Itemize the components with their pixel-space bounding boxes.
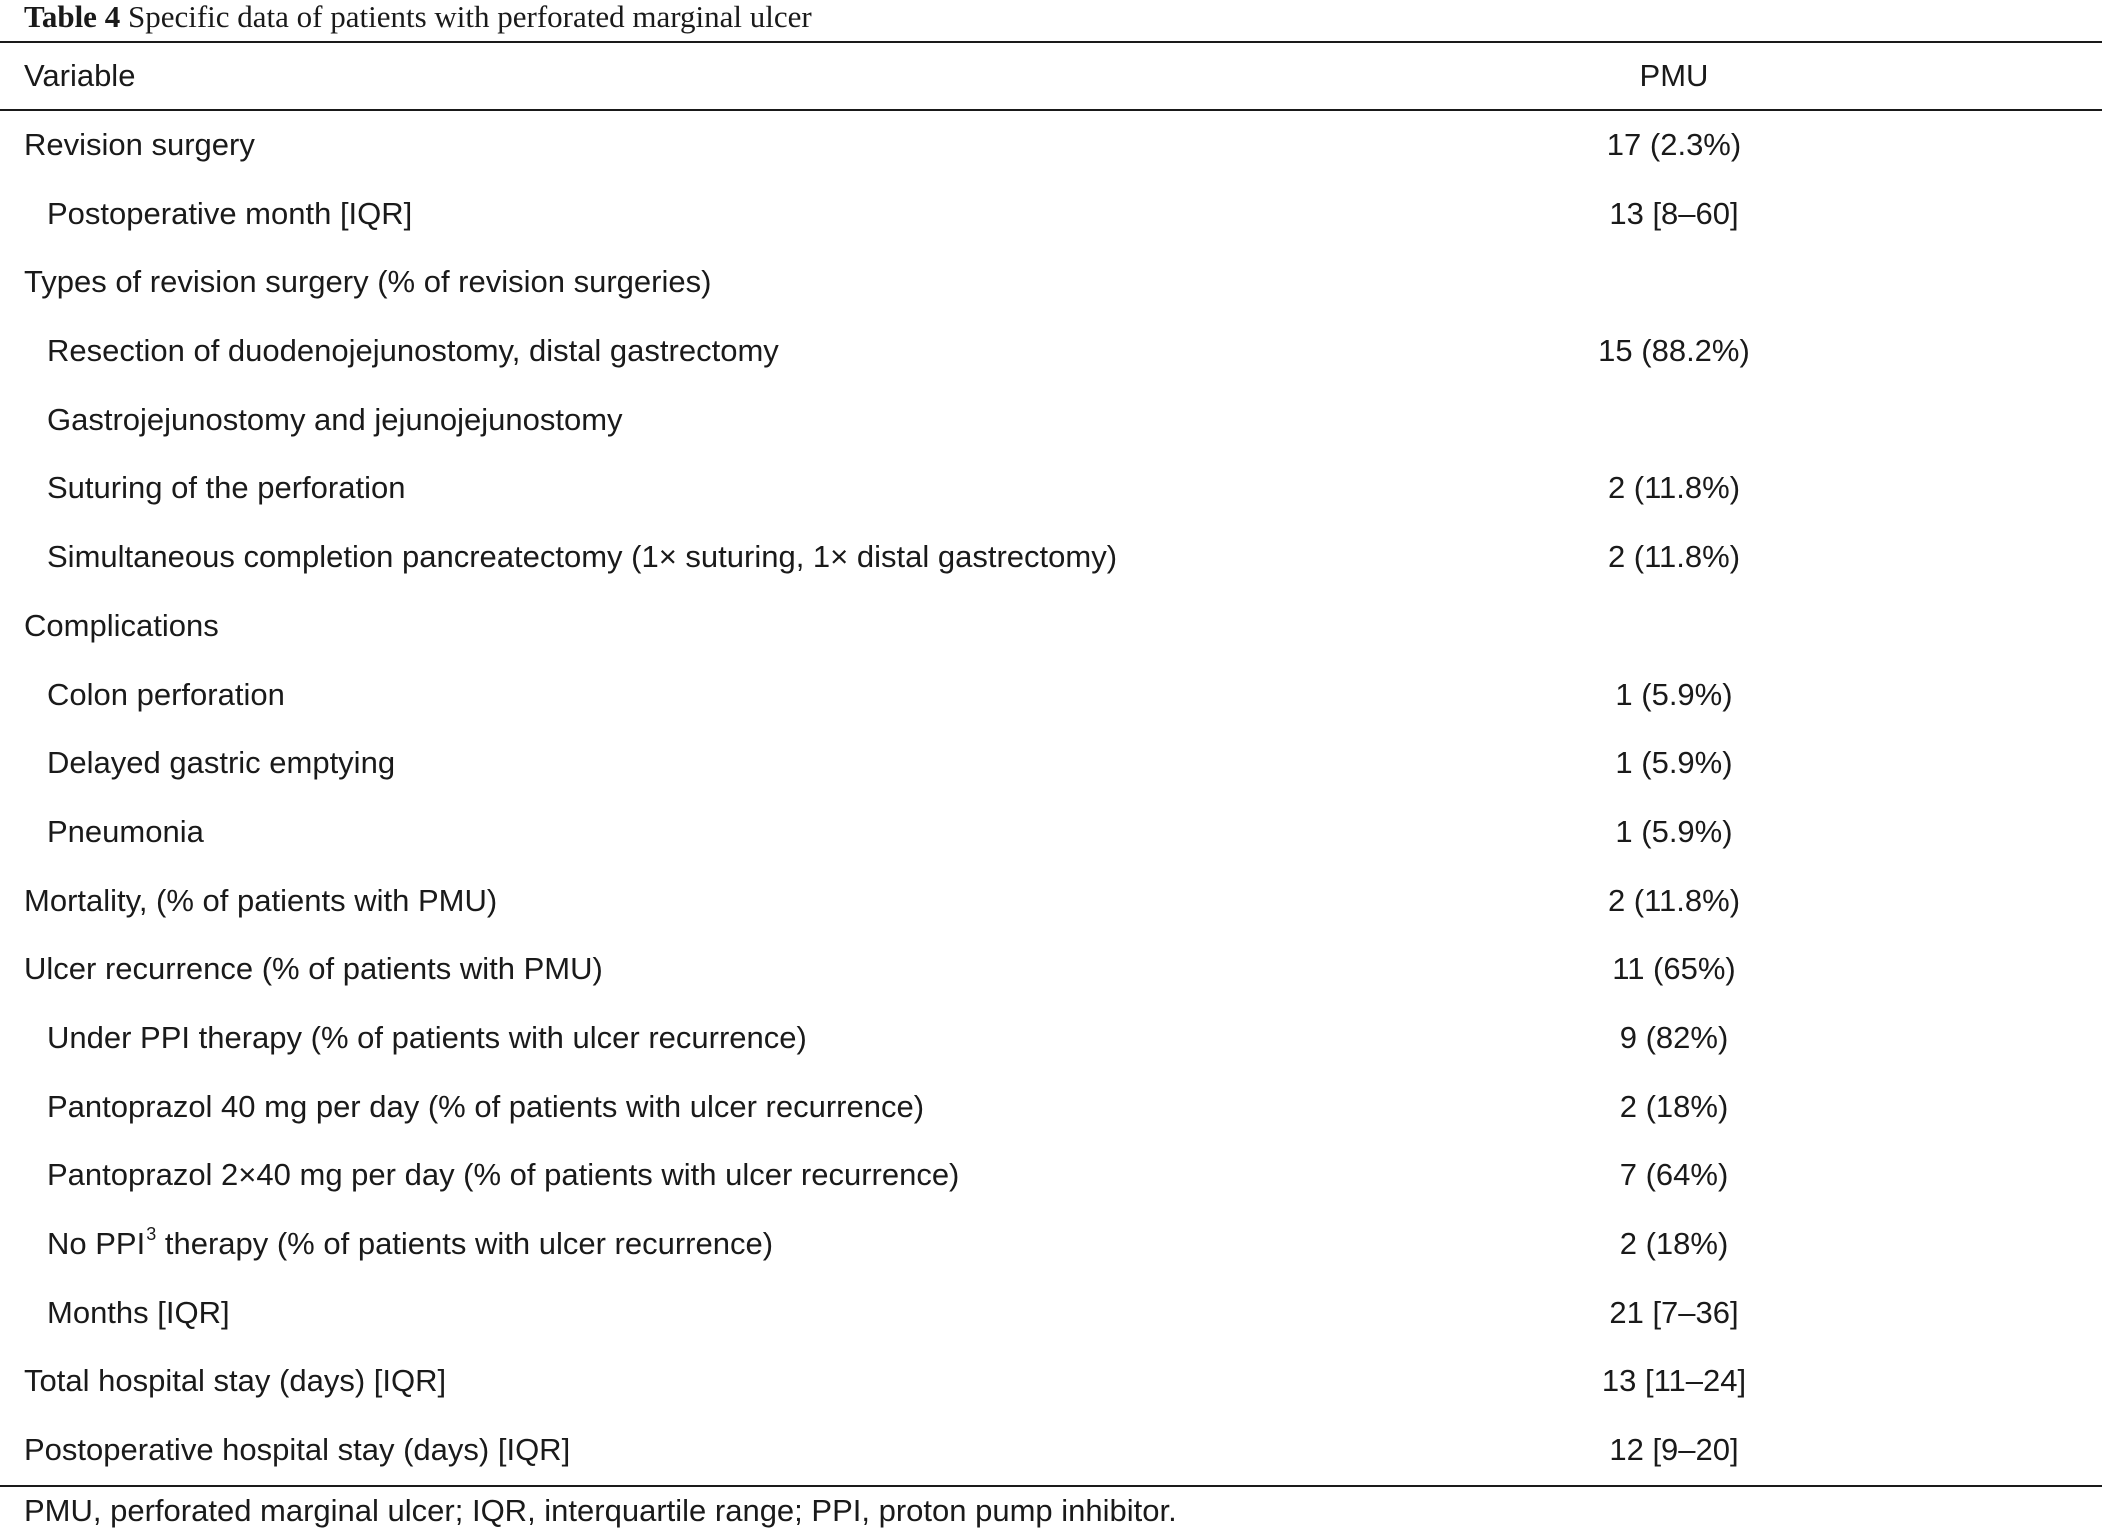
row-value: 2 (18%) xyxy=(1619,1088,1729,1124)
row-variable-text: Pneumonia xyxy=(47,813,204,849)
table-row xyxy=(0,523,2102,592)
row-variable xyxy=(47,180,412,248)
table-body xyxy=(0,111,2102,1485)
row-variable-text: Simultaneous completion pancreatectomy (1× suturing, 1× distal gastrectomy) xyxy=(47,539,1118,575)
row-variable-text: Pantoprazol 2×40 mg per day (% of patients with ulcer recurrence) xyxy=(47,1157,960,1193)
table-row xyxy=(0,1210,2102,1279)
row-variable-text: No PPI xyxy=(47,1226,146,1261)
row-value: 15 (88.2%) xyxy=(1598,333,1750,369)
table-row xyxy=(0,1416,2102,1485)
row-variable-text: Types of revision surgery (% of revision surgeries) xyxy=(24,264,712,300)
row-variable-text: Delayed gastric emptying xyxy=(47,745,396,781)
bottom-rule xyxy=(0,1485,2102,1487)
row-variable xyxy=(47,1004,807,1072)
table-row xyxy=(0,386,2102,455)
row-variable-text: Ulcer recurrence (% of patients with PMU) xyxy=(24,951,603,987)
row-variable xyxy=(24,935,603,1003)
table-row xyxy=(0,248,2102,317)
table-row xyxy=(0,867,2102,936)
column-header-variable: Variable xyxy=(24,58,136,93)
row-variable xyxy=(47,454,405,522)
row-variable-text: Mortality, (% of patients with PMU) xyxy=(24,882,498,918)
row-variable xyxy=(47,386,623,454)
column-header-pmu: PMU xyxy=(1639,58,1709,93)
table-row xyxy=(0,1073,2102,1142)
row-value: 21 [7–36] xyxy=(1609,1294,1739,1330)
row-variable xyxy=(24,592,219,660)
row-value: 17 (2.3%) xyxy=(1606,127,1742,162)
row-variable-text: Under PPI therapy (% of patients with ulcer recurrence) xyxy=(47,1019,807,1055)
row-variable xyxy=(47,729,395,797)
row-value: 2 (11.8%) xyxy=(1607,470,1741,506)
row-value: 11 (65%) xyxy=(1612,951,1736,987)
row-value: 1 (5.9%) xyxy=(1615,745,1733,781)
row-variable xyxy=(47,523,1117,591)
footnote-marker: 3 xyxy=(146,1224,157,1244)
row-variable-text: Total hospital stay (days) [IQR] xyxy=(24,1363,447,1399)
row-variable xyxy=(47,661,285,729)
table-row xyxy=(0,317,2102,386)
table-row xyxy=(0,935,2102,1004)
row-value: 1 (5.9%) xyxy=(1615,676,1733,712)
table-row xyxy=(0,592,2102,661)
table-label: Table 4 xyxy=(24,0,121,34)
row-variable xyxy=(24,248,711,316)
row-variable xyxy=(47,1141,959,1209)
row-variable-text: Complications xyxy=(24,607,219,643)
row-variable-text: Resection of duodenojejunostomy, distal gastrectomy xyxy=(47,333,779,369)
table-title: Specific data of patients with perforated marginal ulcer xyxy=(127,0,812,34)
row-variable-text: Postoperative month [IQR] xyxy=(47,195,413,231)
row-value: 9 (82%) xyxy=(1619,1019,1729,1055)
row-variable-text: Revision surgery xyxy=(24,127,255,162)
row-value: 2 (11.8%) xyxy=(1607,539,1741,575)
row-variable xyxy=(24,1347,446,1415)
table-row xyxy=(0,111,2102,180)
row-variable-text: Months [IQR] xyxy=(47,1294,230,1330)
row-value: 12 [9–20] xyxy=(1609,1432,1739,1468)
row-variable xyxy=(24,867,497,935)
row-value: 7 (64%) xyxy=(1619,1157,1729,1193)
table-row xyxy=(0,1141,2102,1210)
row-value: 2 (11.8%) xyxy=(1607,882,1741,918)
table-row xyxy=(0,1347,2102,1416)
table-footnote: PMU, perforated marginal ulcer; IQR, interquartile range; PPI, proton pump inhibitor. xyxy=(24,1493,1177,1528)
table-header xyxy=(0,43,2102,109)
table-row xyxy=(0,1004,2102,1073)
table-row xyxy=(0,1279,2102,1348)
row-variable xyxy=(24,111,255,179)
row-value: 13 [11–24] xyxy=(1601,1363,1747,1399)
row-variable xyxy=(24,1416,570,1484)
row-variable-text: Suturing of the perforation xyxy=(47,470,406,506)
row-value: 2 (18%) xyxy=(1619,1226,1729,1261)
row-variable-text-rest: therapy (% of patients with ulcer recurrence) xyxy=(156,1226,774,1261)
table-row xyxy=(0,454,2102,523)
row-variable xyxy=(47,1279,230,1347)
row-variable xyxy=(47,1210,773,1282)
row-variable-text: Colon perforation xyxy=(47,676,285,712)
row-value: 13 [8–60] xyxy=(1609,195,1739,231)
table-row xyxy=(0,798,2102,867)
table-row xyxy=(0,729,2102,798)
row-value: 1 (5.9%) xyxy=(1615,813,1733,849)
row-variable xyxy=(47,1073,924,1141)
row-variable-text: Gastrojejunostomy and jejunojejunostomy xyxy=(47,401,623,437)
table-caption xyxy=(24,0,812,40)
table-row xyxy=(0,180,2102,249)
row-variable-text: Pantoprazol 40 mg per day (% of patients with ulcer recurrence) xyxy=(47,1088,925,1124)
row-variable xyxy=(47,798,204,866)
row-variable-text: Postoperative hospital stay (days) [IQR] xyxy=(24,1432,571,1468)
table-row xyxy=(0,661,2102,730)
row-variable xyxy=(47,317,779,385)
